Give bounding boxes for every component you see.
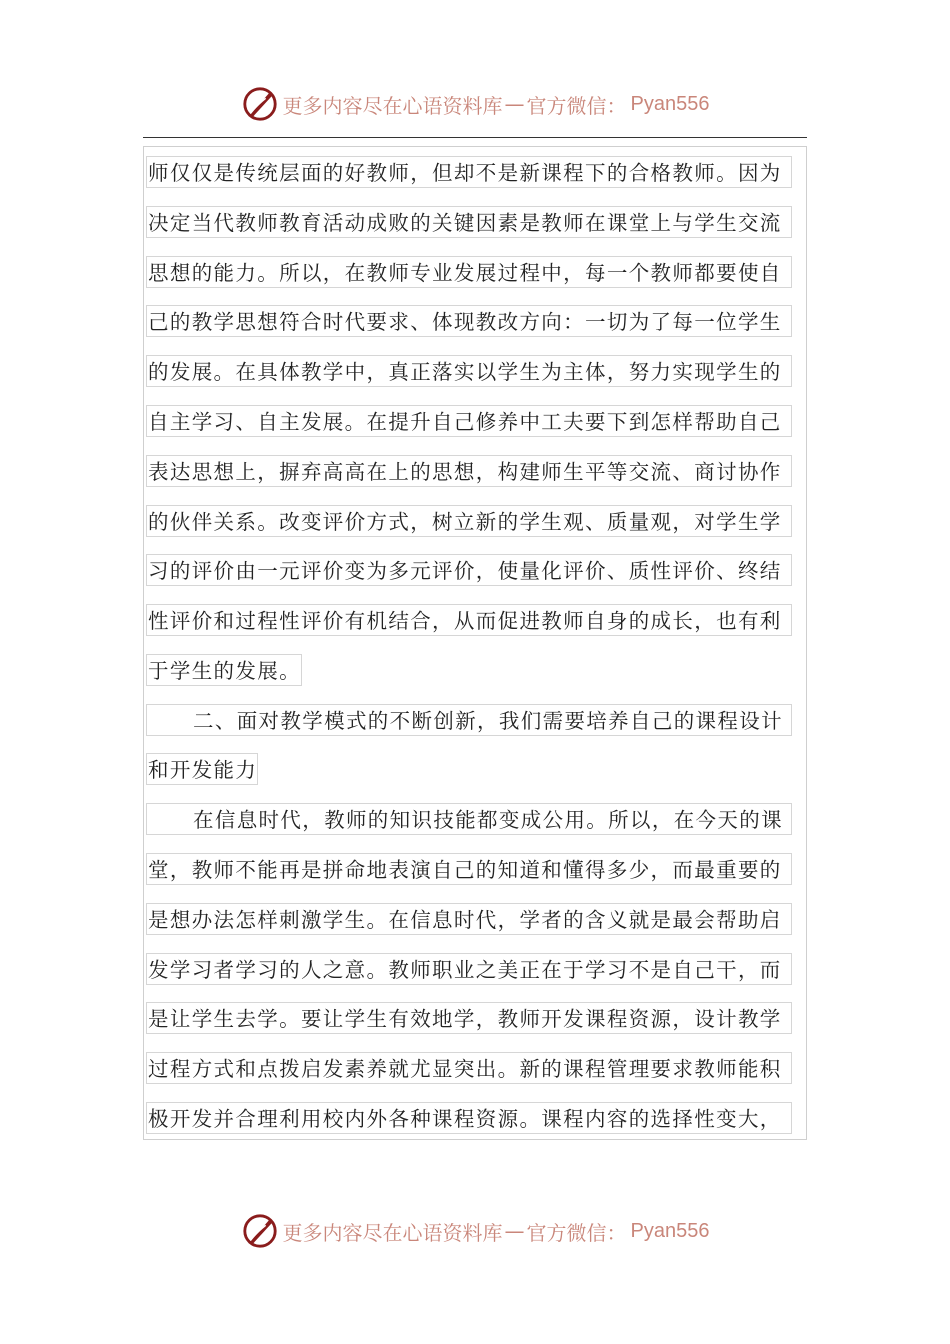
text-line: 思想的能力。所以，在教师专业发展过程中，每一个教师都要使自 (146, 256, 792, 288)
brand-text: 更多内容尽在心语资料库 (282, 1220, 503, 1245)
section-heading-cont: 和开发能力 (146, 753, 258, 785)
text-line: 在信息时代，教师的知识技能都变成公用。所以，在今天的课 (146, 803, 792, 835)
wechat-label: 官方微信： (526, 93, 627, 118)
separator: — (504, 1219, 525, 1243)
text-line: 是想办法怎样刺激学生。在信息时代，学者的含义就是最会帮助启 (146, 903, 792, 935)
text-line: 的伙伴关系。改变评价方式，树立新的学生观、质量观，对学生学 (146, 505, 792, 537)
wechat-id: Pyan556 (630, 92, 710, 115)
text-line: 决定当代教师教育活动成败的关键因素是教师在课堂上与学生交流 (146, 206, 792, 238)
header-banner (0, 82, 950, 126)
text-line: 性评价和过程性评价有机结合，从而促进教师自身的成长，也有利 (146, 604, 792, 636)
text-line: 己的教学思想符合时代要求、体现教改方向：一切为了每一位学生 (146, 305, 792, 337)
section-heading: 二、面对教学模式的不断创新，我们需要培养自己的课程设计 (146, 704, 792, 736)
text-line: 的发展。在具体教学中，真正落实以学生为主体，努力实现学生的 (146, 355, 792, 387)
text-line: 师仅仅是传统层面的好教师，但却不是新课程下的合格教师。因为 (146, 156, 792, 188)
header-rule (143, 137, 807, 138)
text-line: 堂，教师不能再是拼命地表演自己的知道和懂得多少，而最重要的 (146, 853, 792, 885)
footer-banner (0, 1209, 950, 1253)
text-line: 表达思想上，摒弃高高在上的思想，构建师生平等交流、商讨协作 (146, 455, 792, 487)
quill-logo-icon (241, 1212, 279, 1250)
page-frame (143, 146, 807, 1140)
text-line: 习的评价由一元评价变为多元评价，使量化评价、质性评价、终结 (146, 554, 792, 586)
text-line: 于学生的发展。 (146, 654, 302, 686)
text-line: 过程方式和点拨启发素养就尤显突出。新的课程管理要求教师能积 (146, 1052, 792, 1084)
separator: — (504, 92, 525, 116)
brand-text: 更多内容尽在心语资料库 (282, 93, 503, 118)
quill-logo-icon (241, 85, 279, 123)
text-line: 发学习者学习的人之意。教师职业之美正在于学习不是自己干，而 (146, 953, 792, 985)
wechat-id: Pyan556 (630, 1219, 710, 1242)
text-line: 极开发并合理利用校内外各种课程资源。课程内容的选择性变大， (146, 1102, 792, 1134)
wechat-label: 官方微信： (526, 1220, 627, 1245)
text-line: 自主学习、自主发展。在提升自己修养中工夫要下到怎样帮助自己 (146, 405, 792, 437)
text-line: 是让学生去学。要让学生有效地学，教师开发课程资源，设计教学 (146, 1002, 792, 1034)
